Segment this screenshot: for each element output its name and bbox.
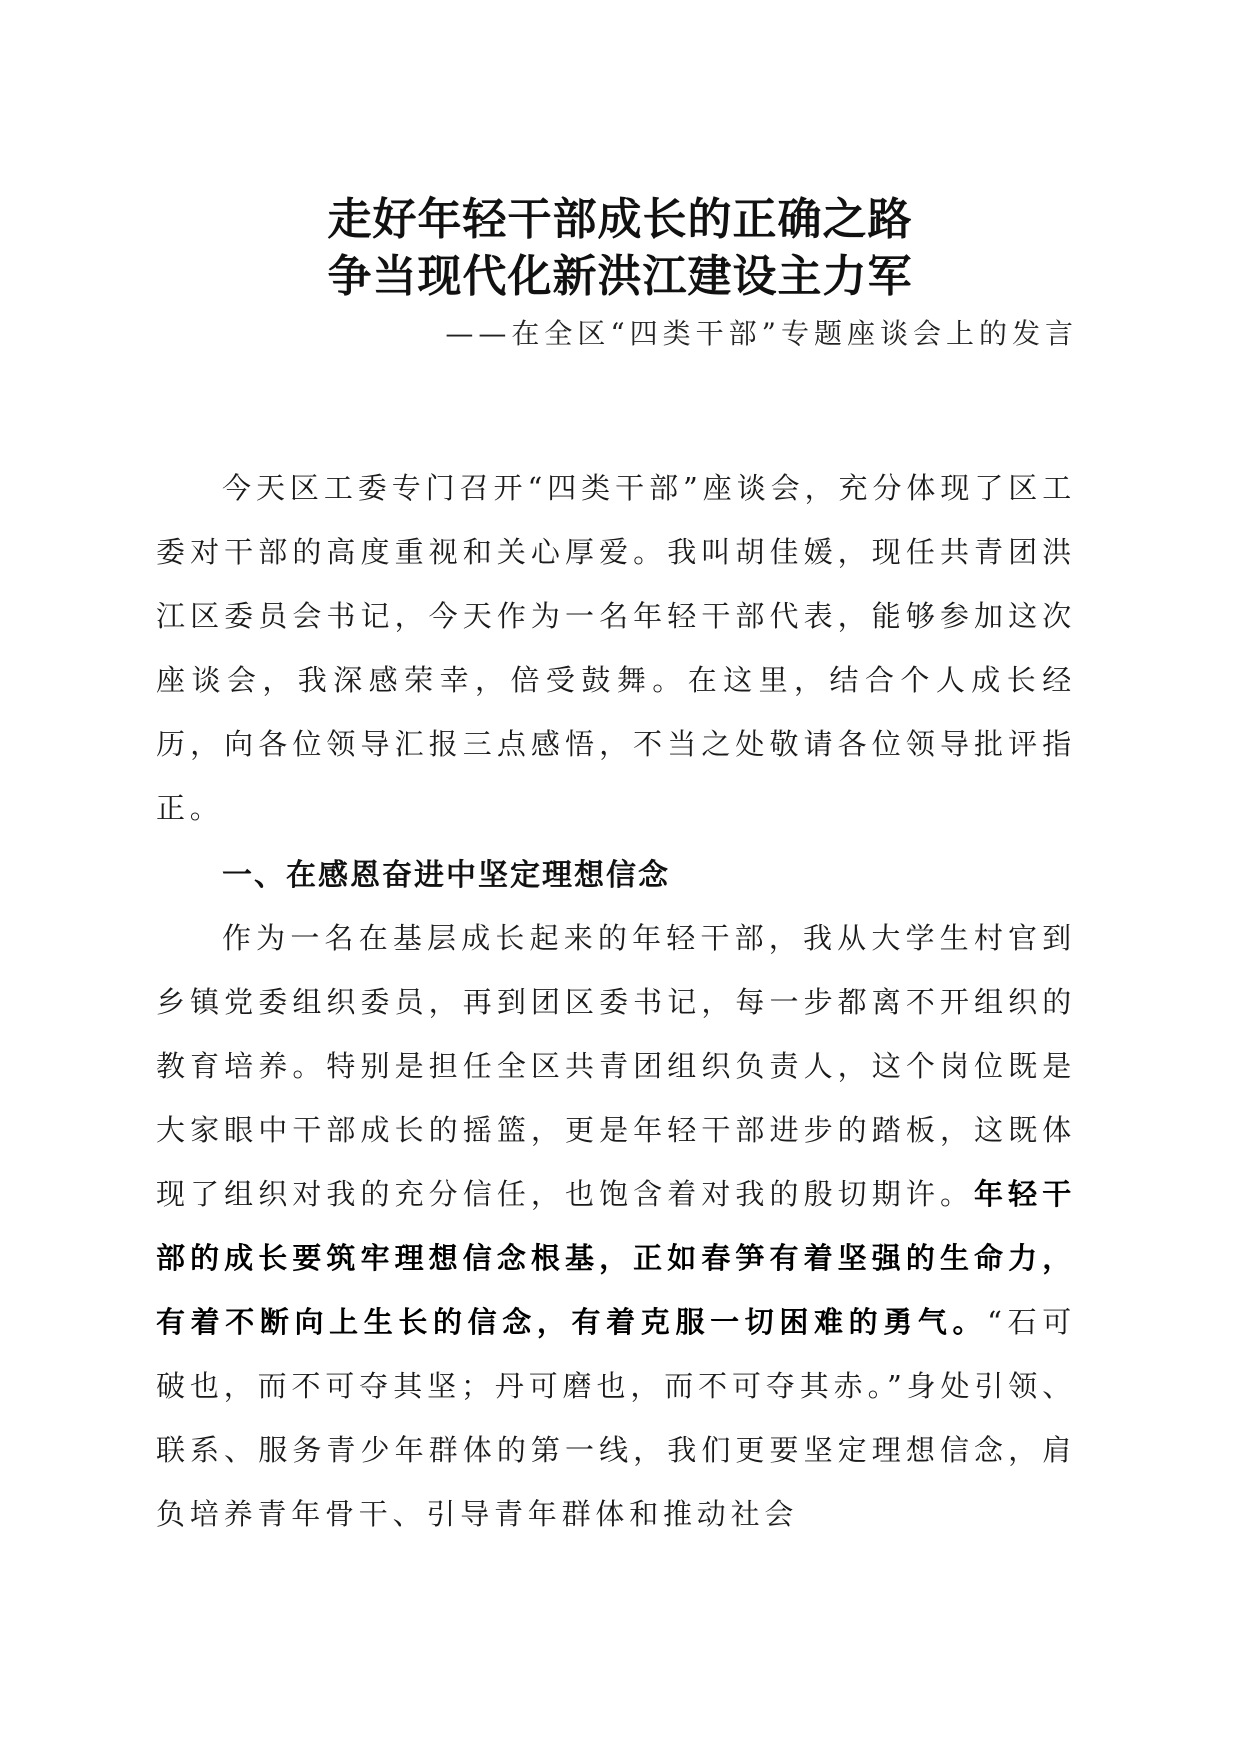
intro-paragraph: 今天区工委专门召开“四类干部”座谈会，充分体现了区工委对干部的高度重视和关心厚爱。我叫胡佳媛，现任共青团洪江区委员会书记，今天作为一名年轻干部代表，能够参加这次座谈会，我深感荣幸，倍受鼓舞。在这里，结合个人成长经历，向各位领导汇报三点感悟，不当之处敬请各位领导批评指正。	[156, 471, 1076, 825]
section-heading: 一、在感恩奋进中坚定理想信念	[222, 858, 670, 893]
section-text-part-1: 作为一名在基层成长起来的年轻干部，我从大学生村官到乡镇党委组织委员，再到团区委书记，每一步都离不开组织的教育培养。特别是担任全区共青团组织负责人，这个岗位既是大家眼中干部成长的摇篮，更是年轻干部进步的踏板，这既体现了组织对我的充分信任，也饱含着对我的殷切期许。	[156, 921, 1076, 1211]
section-text-part-2: “石可破也，而不可夺其坚；丹可磨也，而不可夺其赤。”身处引领、联系、服务青少年群体的第一线，我们更要坚定理想信念，肩负培养青年骨干、引导青年群体和推动社会	[156, 1305, 1076, 1531]
document-title-line-2: 争当现代化新洪江建设主力军	[327, 251, 913, 302]
document-title-line-1: 走好年轻干部成长的正确之路	[327, 194, 913, 245]
document-subtitle: ——在全区“四类干部”专题座谈会上的发言	[445, 317, 1078, 350]
section-paragraph	[156, 906, 1076, 1546]
section-text-bold: 年轻干部的成长要筑牢理想信念根基，正如春笋有着坚强的生命力，有着不断向上生长的信念，有着克服一切困难的勇气。	[156, 1177, 1077, 1339]
